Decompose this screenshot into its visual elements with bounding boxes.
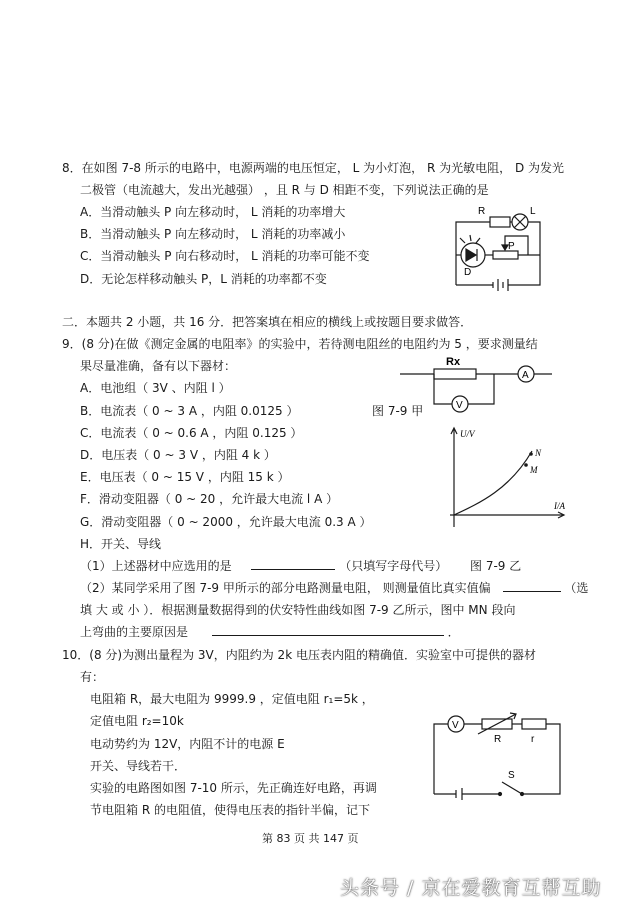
- q10-equip-4: 开关、导线若干．: [90, 759, 187, 773]
- graph-point-n: [529, 452, 533, 456]
- fig-7-8-label-r: R: [478, 206, 486, 217]
- fig-7-9a-ammeter-label: A: [522, 370, 529, 381]
- q9-sub1-answer-blank[interactable]: [251, 558, 335, 570]
- fig-7-8-label-l: L: [530, 206, 536, 217]
- figure-7-9a-caption: 图 7-9 甲: [372, 404, 424, 418]
- q9-sub1-pre: （1）上述器材中应选用的是: [80, 559, 232, 573]
- q9-sub2-line3-pre: 上弯曲的主要原因是: [80, 625, 189, 639]
- q9-line2: 果尽量准确，备有以下器材：: [80, 359, 237, 373]
- q9-item-e: E．电压表（ 0 ~ 15 V ，内阻 15 k ）: [80, 470, 290, 484]
- q10-equip-2: 定值电阻 r₂=10k: [90, 714, 184, 728]
- q9-item-f: F．滑动变阻器（ 0 ~ 20 ，允许最大电流 l A ）: [80, 492, 339, 506]
- q10-body-2: 节电阻箱 R 的电阻值，使得电压表的指针半偏，记下: [90, 803, 370, 817]
- graph-label-m: M: [530, 465, 538, 475]
- q9-sub2-pre: （2）某同学采用了图 7-9 甲所示的部分电路测量电阻， 则测量值比真实值偏: [80, 581, 491, 595]
- q9-item-d: D．电压表（ 0 ~ 3 V ，内阻 4 k ）: [80, 448, 276, 462]
- graph-y-axis-label: U/V: [460, 429, 475, 439]
- q9-sub2-end: ．: [447, 625, 460, 639]
- fig-7-10-label-r-box: R: [494, 734, 502, 745]
- q9-sub2-line2: 填 大 或 小 ）．根据测量数据得到的伏安特性曲线如图 7-9 乙所示，图中 MN 段向: [80, 603, 516, 617]
- q9-item-g: G．滑动变阻器（ 0 ~ 2000 ，允许最大电流 0.3 A ）: [80, 515, 372, 529]
- q9-sub1: [80, 558, 447, 574]
- graph-label-n: N: [535, 448, 542, 458]
- figure-7-9b-caption: 图 7-9 乙: [470, 559, 522, 573]
- q9-item-b: B．电流表（ 0 ~ 3 A ，内阻 0.0125 ）: [80, 404, 299, 418]
- q9-item-h: H．开关、导线: [80, 537, 162, 551]
- q9-item-a: A．电池组（ 3V 、内阻 l ）: [80, 381, 231, 395]
- q9-item-c: C．电流表（ 0 ~ 0.6 A ，内阻 0.125 ）: [80, 426, 303, 440]
- q10-body-1: 实验的电路图如图 7-10 所示，先正确连好电路，再调: [90, 781, 377, 795]
- q10-equip-3: 电动势约为 12V，内阻不计的电源 E: [90, 737, 285, 751]
- figure-7-8-circuit: [448, 200, 548, 300]
- graph-x-axis-label: I/A: [554, 501, 565, 511]
- watermark: 头条号 / 京在爱教育互帮互助: [340, 877, 602, 899]
- fig-7-10-label-s: S: [508, 770, 515, 781]
- fig-7-10-label-r-fixed: r: [531, 734, 535, 745]
- graph-point-m: [524, 463, 528, 467]
- q9-sub2-post: （选: [564, 581, 589, 595]
- q10-line1: 10．(8 分)为测出量程为 3V，内阻约为 2k 电压表内阻的精确值．实验室中可提供的器材: [62, 648, 536, 662]
- q8-line2: 二极管（电流越大，发出光越强） ，且 R 与 D 相距不变，下列说法正确的是: [80, 183, 489, 197]
- fig-7-10-voltmeter-label: V: [452, 720, 459, 731]
- fig-7-9a-label-rx: Rx: [446, 356, 461, 368]
- q9-line1: 9．(8 分)在做《测定金属的电阻率》的实验中，若待测电阻丝的电阻约为 5 ，要求测量结: [62, 337, 538, 351]
- q10-line2: 有：: [80, 670, 105, 684]
- q9-sub2-reason-blank[interactable]: [212, 624, 444, 636]
- q8-option-b: B．当滑动触头 P 向左移动时， L 消耗的功率减小: [80, 227, 346, 241]
- fig-7-8-label-d: D: [464, 267, 472, 278]
- q9-sub1-post: （只填写字母代号）: [339, 559, 448, 573]
- q8-line1: 8．在如图 7-8 所示的电路中，电源两端的电压恒定， L 为小灯泡， R 为光敏电阻， D 为发光: [62, 161, 565, 175]
- fig-7-8-label-p: P: [508, 241, 515, 252]
- page-number-footer: 第 83 页 共 147 页: [262, 832, 359, 845]
- q8-option-a: A．当滑动触头 P 向左移动时， L 消耗的功率增大: [80, 205, 346, 219]
- q10-equip-1: 电阻箱 R，最大电阻为 9999.9 ，定值电阻 r₁=5k ，: [90, 692, 374, 706]
- q8-option-c: C．当滑动触头 P 向右移动时， L 消耗的功率可能不变: [80, 249, 370, 263]
- figure-7-9b-graph: [440, 423, 570, 533]
- section-2-header: 二．本题共 2 小题，共 16 分．把答案填在相应的横线上或按题目要求做答．: [62, 315, 473, 329]
- figure-7-10-circuit: [430, 708, 570, 808]
- fig-7-9a-voltmeter-label: V: [456, 400, 463, 411]
- q9-sub2-answer-blank[interactable]: [503, 580, 561, 592]
- q9-sub2-line1: [80, 580, 588, 596]
- q9-sub2-line3: [80, 624, 460, 640]
- q8-option-d: D．无论怎样移动触头 P，L 消耗的功率都不变: [80, 272, 327, 286]
